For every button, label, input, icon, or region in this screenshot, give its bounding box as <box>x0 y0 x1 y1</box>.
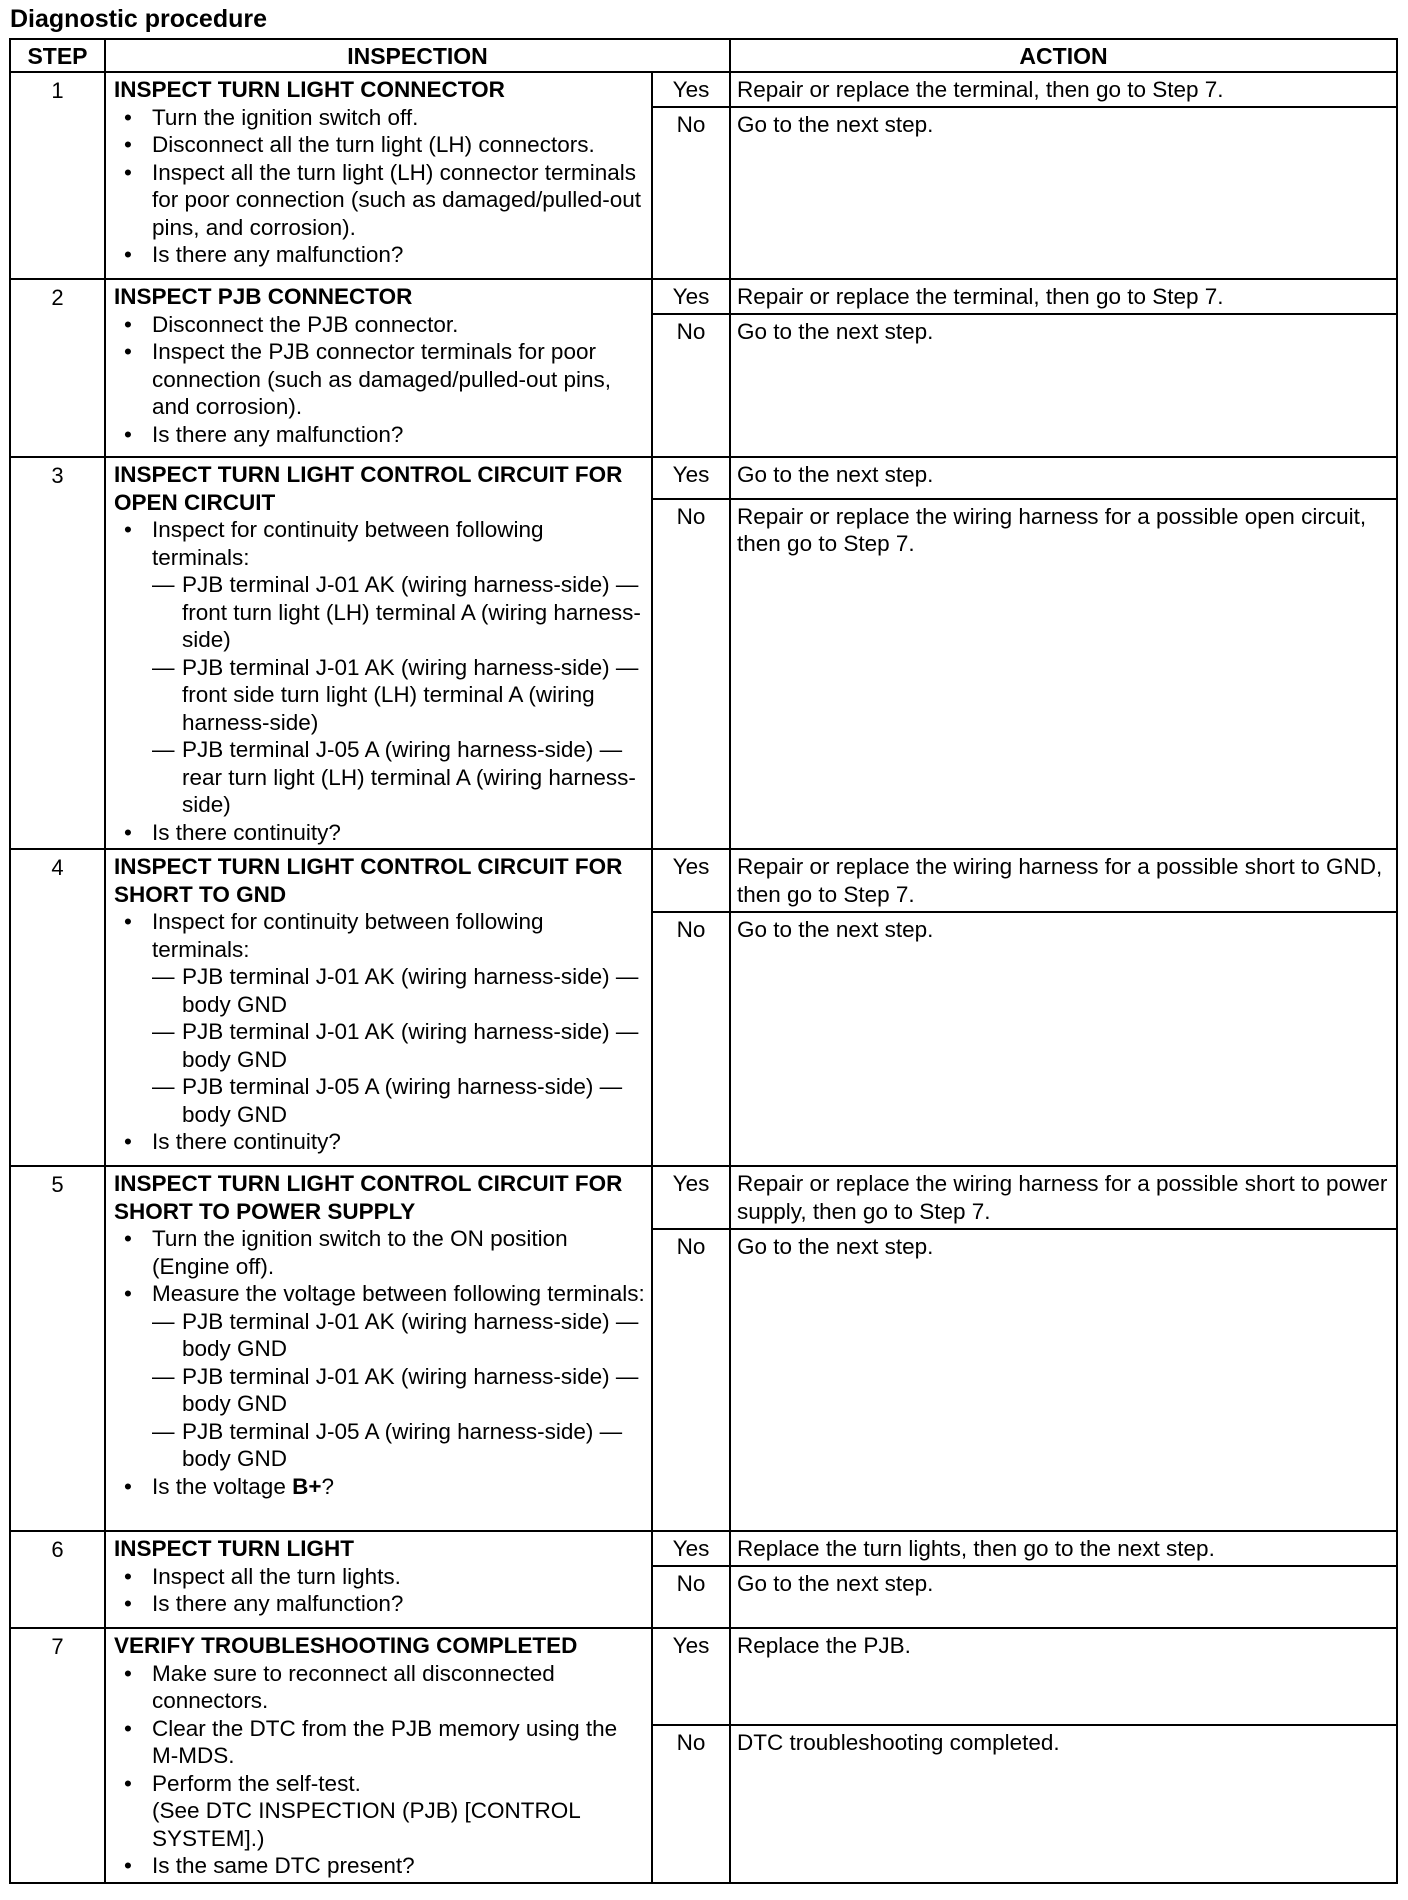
no-action: Repair or replace the wiring harness for a possible open circuit, then go to Step 7. <box>730 499 1397 850</box>
step-title: INSPECT PJB CONNECTOR <box>114 284 413 310</box>
sub-item: — PJB terminal J-01 AK (wiring harness-side) — body GND <box>152 1308 639 1362</box>
list-item: • Clear the DTC from the PJB memory using the M-MDS. <box>114 1715 645 1770</box>
yes-label: Yes <box>652 279 730 314</box>
sub-item: — PJB terminal J-01 AK (wiring harness-side) — front side turn light (LH) terminal A (wiring harness-side) <box>152 654 639 735</box>
diagnostic-procedure-table <box>9 38 1398 1884</box>
table-row <box>10 849 1397 912</box>
list-item: • Is there continuity? <box>114 1128 645 1156</box>
step-number: 3 <box>10 457 105 849</box>
list-item-text: Is the voltage <box>152 1473 293 1499</box>
list-item: • Inspect all the turn light (LH) connector terminals for poor connection (such as damaged/pulled-out pins, and corrosion). <box>114 159 645 242</box>
yes-action: Replace the PJB. <box>730 1628 1397 1724</box>
no-label: No <box>652 314 730 457</box>
list-item <box>114 1280 645 1473</box>
step-number: 6 <box>10 1531 105 1628</box>
sub-item: — PJB terminal J-05 A (wiring harness-side) — body GND <box>152 1074 623 1127</box>
step-inspection <box>105 72 652 279</box>
sub-item: — PJB terminal J-01 AK (wiring harness-side) — body GND <box>152 1019 639 1072</box>
no-action: Go to the next step. <box>730 912 1397 1166</box>
list-item: • Is there any malfunction? <box>114 241 645 269</box>
no-action: Go to the next step. <box>730 1229 1397 1531</box>
table-row <box>10 457 1397 499</box>
no-label: No <box>652 912 730 1166</box>
yes-action: Repair or replace the terminal, then go to Step 7. <box>730 279 1397 314</box>
step-inspection <box>105 457 652 849</box>
yes-label: Yes <box>652 1531 730 1566</box>
step-inspection <box>105 849 652 1166</box>
yes-label: Yes <box>652 1166 730 1229</box>
list-item: • Is there any malfunction? <box>114 421 645 449</box>
voltage-value: B+ <box>292 1473 322 1499</box>
list-item: • Make sure to reconnect all disconnected connectors. <box>114 1660 645 1715</box>
no-label: No <box>652 499 730 850</box>
table-row <box>10 1166 1397 1229</box>
step-title: INSPECT TURN LIGHT CONTROL CIRCUIT FOR OPEN CIRCUIT <box>114 462 623 515</box>
no-label: No <box>652 1566 730 1628</box>
no-label: No <box>652 107 730 279</box>
list-item: • Inspect the PJB connector terminals for poor connection (such as damaged/pulled-out pins, and corrosion). <box>114 338 645 421</box>
step-inspection <box>105 1531 652 1628</box>
sub-item-text: PJB terminal J-01 AK (wiring harness-side) — body GND <box>182 964 639 1017</box>
yes-action: Repair or replace the terminal, then go to Step 7. <box>730 72 1397 107</box>
sub-item-text: PJB terminal J-01 AK (wiring harness-side) — front side turn light (LH) terminal A (wiring harness-side) <box>182 654 639 735</box>
list-item: • Is the same DTC present? <box>114 1852 645 1880</box>
list-item: • Is there continuity? <box>114 819 645 847</box>
sub-item-text: PJB terminal J-01 AK (wiring harness-side) — body GND <box>182 1308 639 1362</box>
list-item <box>114 908 645 1128</box>
list-item-text: Measure the voltage between following terminals: <box>152 1281 645 1307</box>
no-label: No <box>652 1725 730 1883</box>
list-item <box>114 1473 645 1501</box>
sub-item-text: PJB terminal J-05 A (wiring harness-side) — rear turn light (LH) terminal A (wiring harness-side) <box>182 737 636 818</box>
sub-item-text: PJB terminal J-01 AK (wiring harness-side) — front turn light (LH) terminal A (wiring harness-side) <box>182 572 641 653</box>
list-item: • Turn the ignition switch to the ON position (Engine off). <box>114 1225 645 1280</box>
step-inspection <box>105 1628 652 1883</box>
step-title: INSPECT TURN LIGHT CONNECTOR <box>114 77 505 102</box>
sub-item-text: PJB terminal J-05 A (wiring harness-side) — body GND <box>182 1418 623 1472</box>
step-title: INSPECT TURN LIGHT CONTROL CIRCUIT FOR SHORT TO POWER SUPPLY <box>114 1171 623 1224</box>
sub-item: — PJB terminal J-01 AK (wiring harness-side) — front turn light (LH) terminal A (wiring harness-side) <box>152 572 641 653</box>
list-item <box>114 516 645 819</box>
sub-item-text: PJB terminal J-01 AK (wiring harness-side) — body GND <box>182 1363 639 1417</box>
list-item: • Disconnect the PJB connector. <box>114 311 645 339</box>
header-inspection: INSPECTION <box>105 39 730 72</box>
table-row <box>10 1628 1397 1724</box>
list-item-text: Inspect for continuity between following terminals: <box>152 517 544 570</box>
yes-label: Yes <box>652 457 730 499</box>
sub-item: — PJB terminal J-01 AK (wiring harness-side) — body GND <box>152 1363 639 1417</box>
yes-action: Repair or replace the wiring harness for a possible short to power supply, then go to Step 7. <box>730 1166 1397 1229</box>
sub-item: — PJB terminal J-05 A (wiring harness-side) — rear turn light (LH) terminal A (wiring harness-side) <box>152 737 636 818</box>
step-title: INSPECT TURN LIGHT CONTROL CIRCUIT FOR SHORT TO GND <box>114 854 623 907</box>
no-action: Go to the next step. <box>730 314 1397 457</box>
yes-label: Yes <box>652 72 730 107</box>
page-title: Diagnostic procedure <box>10 5 267 33</box>
no-action: Go to the next step. <box>730 107 1397 279</box>
step-number: 1 <box>10 72 105 279</box>
sub-item-text: PJB terminal J-05 A (wiring harness-side) — body GND <box>182 1074 623 1127</box>
no-label: No <box>652 1229 730 1531</box>
header-row <box>10 39 1397 72</box>
list-item: • Perform the self-test. (See DTC INSPECTION (PJB) [CONTROL SYSTEM].) <box>114 1770 645 1853</box>
yes-action: Repair or replace the wiring harness for a possible short to GND, then go to Step 7. <box>730 849 1397 912</box>
header-action: ACTION <box>730 39 1397 72</box>
step-number: 2 <box>10 279 105 457</box>
list-item: • Turn the ignition switch off. <box>114 104 645 132</box>
step-number: 7 <box>10 1628 105 1883</box>
no-action: Go to the next step. <box>730 1566 1397 1628</box>
step-title: VERIFY TROUBLESHOOTING COMPLETED <box>114 1633 578 1659</box>
no-action: DTC troubleshooting completed. <box>730 1725 1397 1883</box>
sub-item: — PJB terminal J-05 A (wiring harness-side) — body GND <box>152 1418 623 1472</box>
table-row <box>10 1531 1397 1566</box>
table-row <box>10 279 1397 314</box>
step-number: 5 <box>10 1166 105 1531</box>
list-item-text: Inspect for continuity between following terminals: <box>152 909 544 962</box>
yes-label: Yes <box>652 1628 730 1724</box>
list-item-text: ? <box>321 1473 334 1499</box>
list-item: • Is there any malfunction? <box>114 1590 645 1618</box>
yes-label: Yes <box>652 849 730 912</box>
step-title: INSPECT TURN LIGHT <box>114 1536 354 1562</box>
header-step: STEP <box>10 39 105 72</box>
sub-item-text: PJB terminal J-01 AK (wiring harness-side) — body GND <box>182 1019 639 1072</box>
sub-item: — PJB terminal J-01 AK (wiring harness-side) — body GND <box>152 964 639 1017</box>
list-item: • Disconnect all the turn light (LH) connectors. <box>114 131 645 159</box>
table-row <box>10 72 1397 107</box>
step-inspection <box>105 279 652 457</box>
list-item: • Inspect all the turn lights. <box>114 1563 645 1591</box>
yes-action: Go to the next step. <box>730 457 1397 499</box>
step-number: 4 <box>10 849 105 1166</box>
yes-action: Replace the turn lights, then go to the next step. <box>730 1531 1397 1566</box>
step-inspection <box>105 1166 652 1531</box>
